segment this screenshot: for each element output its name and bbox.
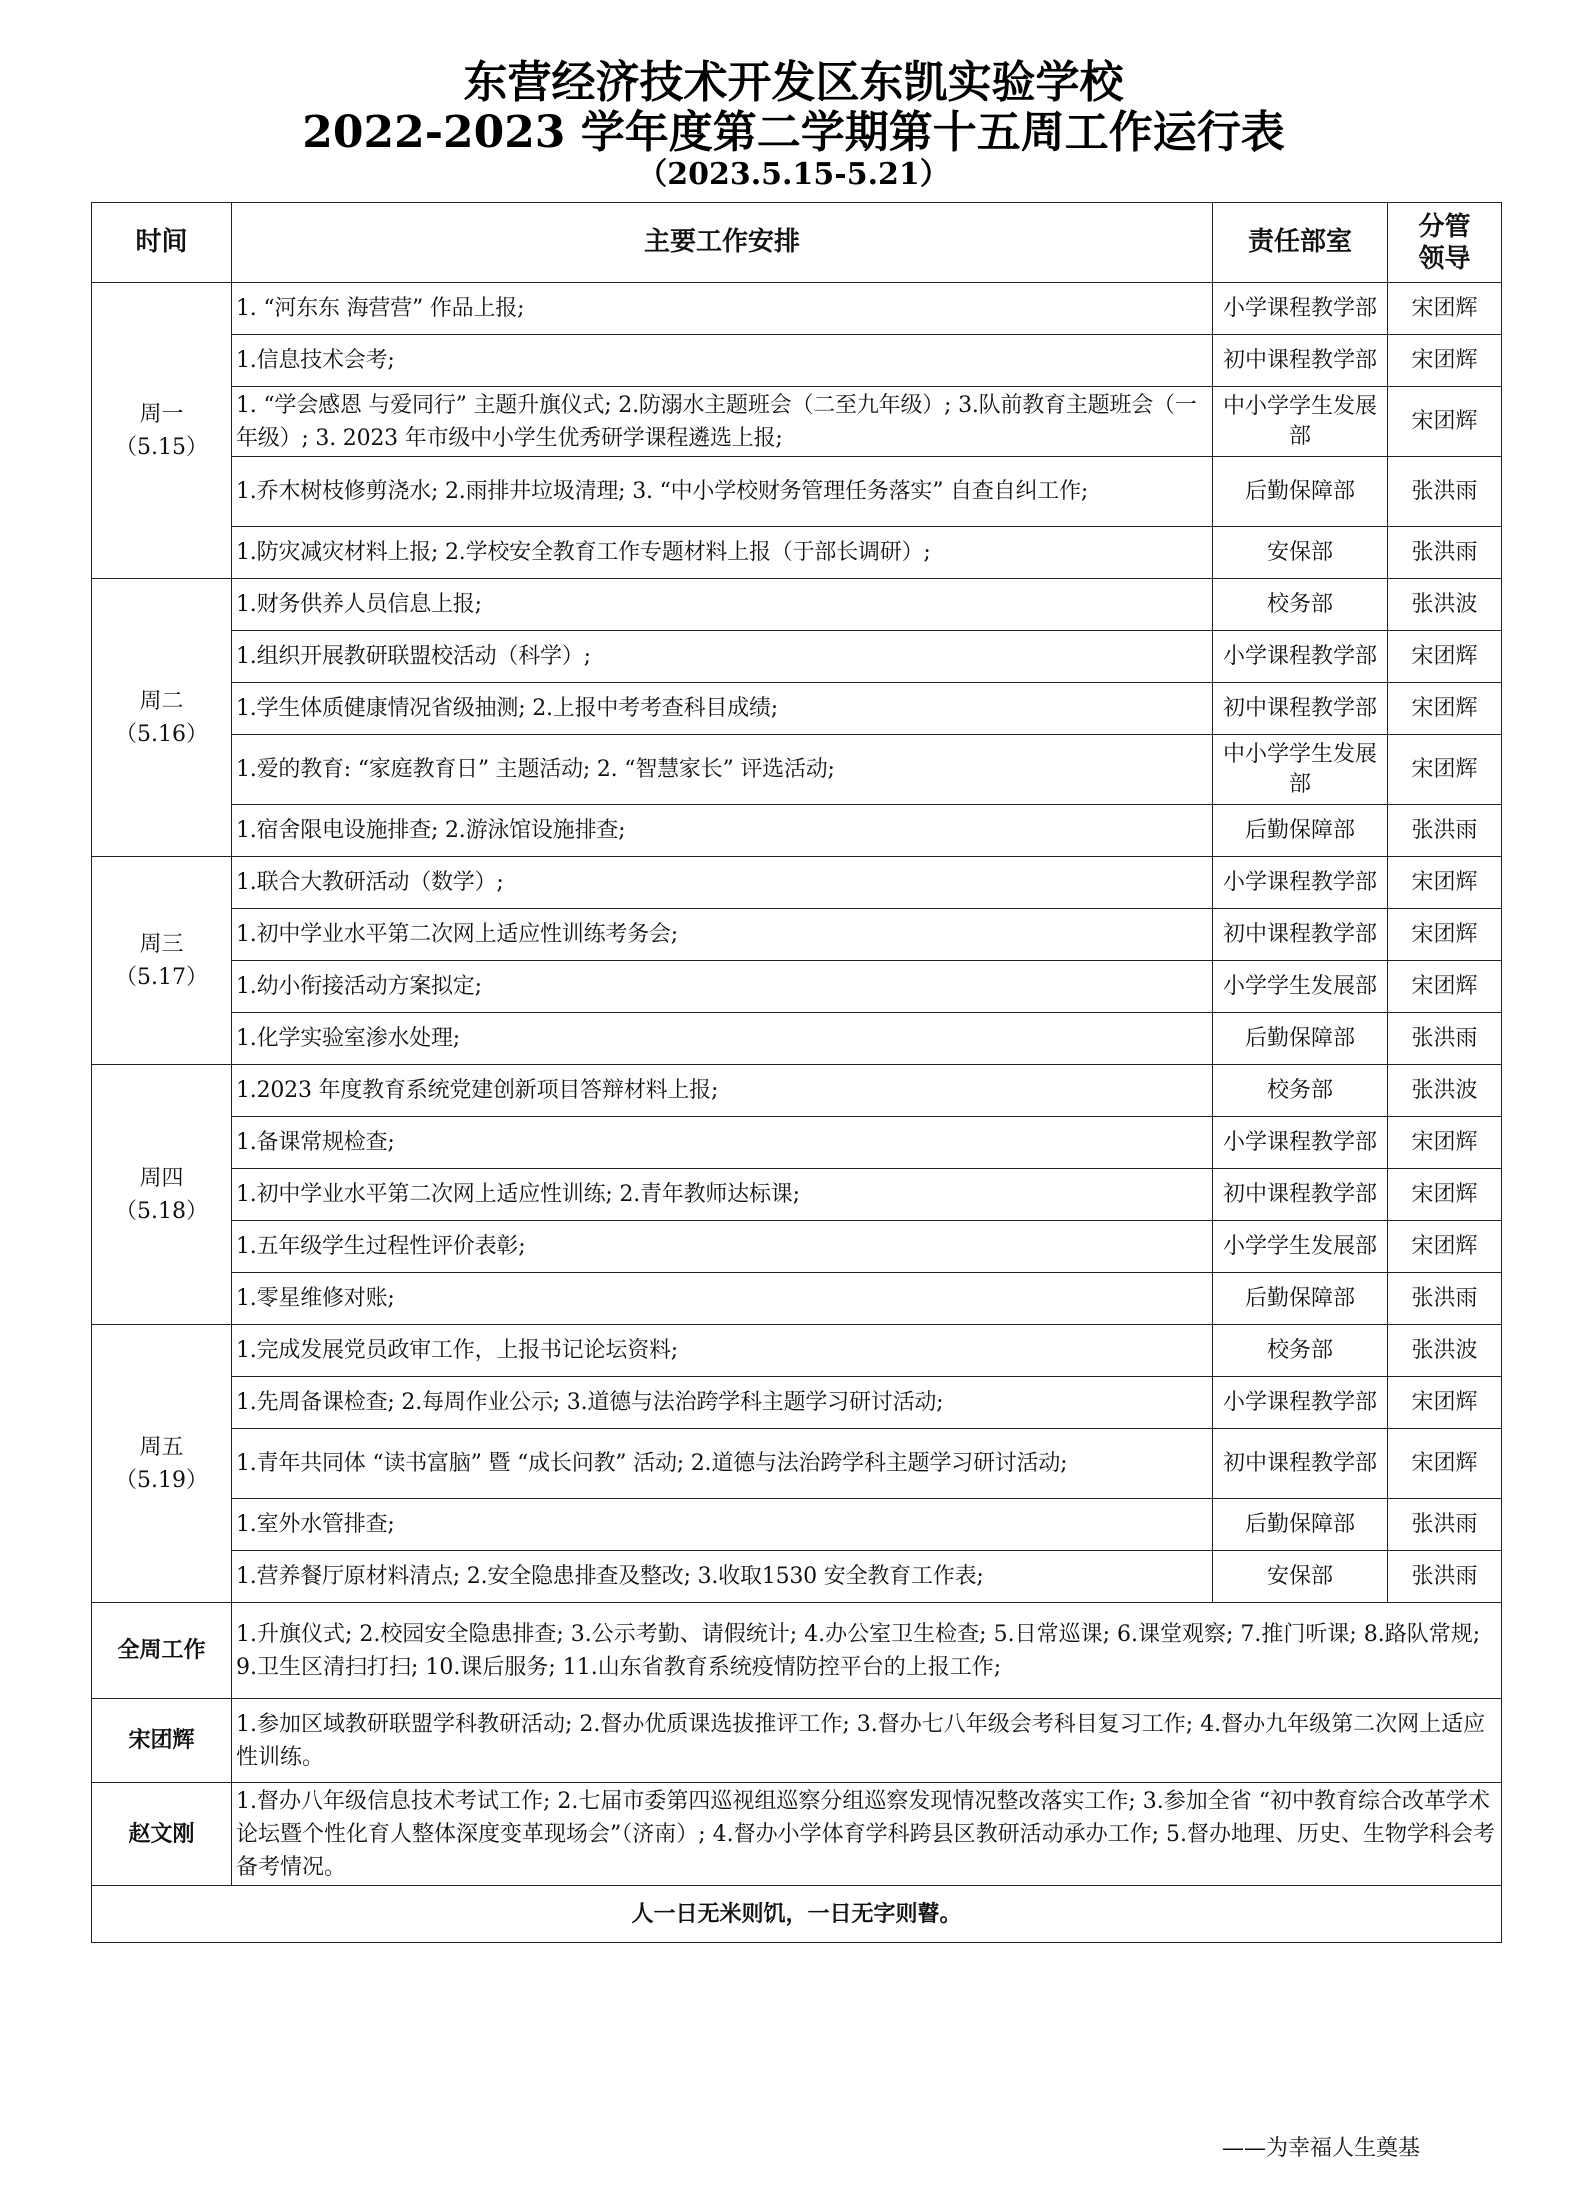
dept-cell: 后勤保障部 (1213, 1013, 1388, 1065)
dept-cell: 中小学学生发展部 (1213, 735, 1388, 805)
lead-cell: 宋团辉 (1388, 335, 1502, 387)
lead-cell: 宋团辉 (1388, 1429, 1502, 1499)
lead-cell: 宋团辉 (1388, 1377, 1502, 1429)
table-row (92, 1221, 1502, 1273)
day-date: （5.18） (115, 1198, 208, 1224)
leader1-row (92, 1699, 1502, 1783)
lead-cell: 张洪雨 (1388, 1551, 1502, 1603)
leader1-text: 1.参加区域教研联盟学科教研活动; 2.督办优质课选拔推评工作; 3.督办七八年级会考科目复习工作; 4.督办九年级第二次网上适应性训练。 (232, 1699, 1502, 1783)
dept-cell: 后勤保障部 (1213, 1273, 1388, 1325)
day-cell (92, 1065, 232, 1325)
task-cell: 1.完成发展党员政审工作，上报书记论坛资料; (232, 1325, 1213, 1377)
week-work-row (92, 1603, 1502, 1699)
task-cell: 1.幼小衔接活动方案拟定; (232, 961, 1213, 1013)
lead-cell: 张洪雨 (1388, 1499, 1502, 1551)
table-row (92, 527, 1502, 579)
task-cell: 1.营养餐厅原材料清点; 2.安全隐患排查及整改; 3.收取1530 安全教育工作表; (232, 1551, 1213, 1603)
table-row (92, 387, 1502, 457)
header-lead-line1: 分管 (1418, 211, 1471, 242)
header-lead-line2: 领导 (1418, 243, 1471, 274)
lead-cell: 宋团辉 (1388, 631, 1502, 683)
task-cell: 1.防灾减灾材料上报; 2.学校安全教育工作专题材料上报（于部长调研）; (232, 527, 1213, 579)
lead-cell: 张洪波 (1388, 579, 1502, 631)
table-header-row (92, 203, 1502, 283)
motto: 人一日无米则饥，一日无字则瞽。 (92, 1886, 1502, 1943)
day-cell (92, 579, 232, 857)
table-row (92, 1551, 1502, 1603)
lead-cell: 宋团辉 (1388, 387, 1502, 457)
header-task: 主要工作安排 (232, 203, 1213, 283)
task-cell: 1.联合大教研活动（数学）; (232, 857, 1213, 909)
lead-cell: 张洪雨 (1388, 1273, 1502, 1325)
dept-cell: 小学课程教学部 (1213, 1377, 1388, 1429)
task-cell: 1.初中学业水平第二次网上适应性训练考务会; (232, 909, 1213, 961)
task-cell: 1.先周备课检查; 2.每周作业公示; 3.道德与法治跨学科主题学习研讨活动; (232, 1377, 1213, 1429)
header-time: 时间 (92, 203, 232, 283)
task-cell: 1.2023 年度教育系统党建创新项目答辩材料上报; (232, 1065, 1213, 1117)
table-row (92, 1429, 1502, 1499)
lead-cell: 宋团辉 (1388, 735, 1502, 805)
week-work-text: 1.升旗仪式; 2.校园安全隐患排查; 3.公示考勤、请假统计; 4.办公室卫生检查; 5.日常巡课; 6.课堂观察; 7.推门听课; 8.路队常规; 9.卫生区清扫打扫; 10.课后服务; 11.山东省教育系统疫情防控平台的上报工作; (232, 1603, 1502, 1699)
task-cell: 1.备课常规检查; (232, 1117, 1213, 1169)
day-date: （5.17） (115, 964, 208, 990)
task-cell: 1.财务供养人员信息上报; (232, 579, 1213, 631)
dept-cell: 初中课程教学部 (1213, 1169, 1388, 1221)
table-row (92, 1013, 1502, 1065)
dept-cell: 小学学生发展部 (1213, 961, 1388, 1013)
task-cell: 1.信息技术会考; (232, 335, 1213, 387)
footer-slogan: ——为幸福人生奠基 (1222, 2136, 1421, 2161)
table-row (92, 1377, 1502, 1429)
task-cell: 1.组织开展教研联盟校活动（科学）; (232, 631, 1213, 683)
day-cell (92, 283, 232, 579)
leader2-row (92, 1783, 1502, 1886)
dept-cell: 初中课程教学部 (1213, 335, 1388, 387)
table-row (92, 1499, 1502, 1551)
week-work-label: 全周工作 (92, 1603, 232, 1699)
lead-cell: 宋团辉 (1388, 283, 1502, 335)
task-cell: 1. “学会感恩 与爱同行” 主题升旗仪式; 2.防溺水主题班会（二至九年级）; 3.队前教育主题班会（一年级）; 3. 2023 年市级中小学生优秀研学课程遴选上报; (232, 387, 1213, 457)
dept-cell: 校务部 (1213, 579, 1388, 631)
lead-cell: 宋团辉 (1388, 683, 1502, 735)
task-cell: 1.宿舍限电设施排查; 2.游泳馆设施排查; (232, 805, 1213, 857)
lead-cell: 宋团辉 (1388, 1221, 1502, 1273)
dept-cell: 后勤保障部 (1213, 457, 1388, 527)
day-name: 周二 (139, 688, 184, 714)
table-row (92, 335, 1502, 387)
day-cell (92, 1325, 232, 1603)
date-range: （2023.5.15-5.21） (637, 157, 950, 192)
day-date: （5.15） (115, 434, 208, 460)
day-name: 周三 (139, 931, 184, 957)
day-cell (92, 857, 232, 1065)
dept-cell: 初中课程教学部 (1213, 683, 1388, 735)
dept-cell: 小学课程教学部 (1213, 857, 1388, 909)
task-cell: 1.化学实验室渗水处理; (232, 1013, 1213, 1065)
table-row (92, 961, 1502, 1013)
task-cell: 1.初中学业水平第二次网上适应性训练; 2.青年教师达标课; (232, 1169, 1213, 1221)
dept-cell: 小学课程教学部 (1213, 1117, 1388, 1169)
schedule-body (92, 283, 1502, 1603)
lead-cell: 张洪雨 (1388, 527, 1502, 579)
table-row (92, 1273, 1502, 1325)
header-dept: 责任部室 (1213, 203, 1388, 283)
table-row (92, 631, 1502, 683)
lead-cell: 宋团辉 (1388, 1117, 1502, 1169)
lead-cell: 宋团辉 (1388, 909, 1502, 961)
leader2-label: 赵文刚 (92, 1783, 232, 1886)
dept-cell: 校务部 (1213, 1065, 1388, 1117)
lead-cell: 张洪雨 (1388, 805, 1502, 857)
table-row (92, 283, 1502, 335)
table-row (92, 735, 1502, 805)
lead-cell: 张洪波 (1388, 1065, 1502, 1117)
table-row (92, 1169, 1502, 1221)
table-row (92, 683, 1502, 735)
table-row (92, 857, 1502, 909)
table-row (92, 805, 1502, 857)
day-name: 周四 (139, 1165, 184, 1191)
motto-row (92, 1886, 1502, 1943)
dept-cell: 安保部 (1213, 527, 1388, 579)
task-cell: 1.爱的教育: “家庭教育日” 主题活动; 2. “智慧家长” 评选活动; (232, 735, 1213, 805)
table-row (92, 1065, 1502, 1117)
day-name: 周一 (139, 401, 184, 427)
dept-cell: 小学学生发展部 (1213, 1221, 1388, 1273)
leader2-text: 1.督办八年级信息技术考试工作; 2.七届市委第四巡视组巡察分组巡察发现情况整改落实工作; 3.参加全省 “初中教育综合改革学术论坛暨个性化育人整体深度变革现场会”（济南）; 4.督办小学体育学科跨县区教研活动承办工作; 5.督办地理、历史、生物学科会考备考情况。 (232, 1783, 1502, 1886)
table-row (92, 1325, 1502, 1377)
task-cell: 1.零星维修对账; (232, 1273, 1213, 1325)
school-name: 东营经济技术开发区东凯实验学校 (463, 57, 1124, 108)
lead-cell: 宋团辉 (1388, 857, 1502, 909)
table-row (92, 457, 1502, 527)
task-cell: 1.五年级学生过程性评价表彰; (232, 1221, 1213, 1273)
leader1-label: 宋团辉 (92, 1699, 232, 1783)
dept-cell: 后勤保障部 (1213, 1499, 1388, 1551)
task-cell: 1. “河东东 海营营” 作品上报; (232, 283, 1213, 335)
task-cell: 1.室外水管排查; (232, 1499, 1213, 1551)
table-row (92, 1117, 1502, 1169)
dept-cell: 安保部 (1213, 1551, 1388, 1603)
dept-cell: 后勤保障部 (1213, 805, 1388, 857)
document-title: 2022-2023 学年度第二学期第十五周工作运行表 (302, 107, 1285, 158)
day-date: （5.16） (115, 721, 208, 747)
dept-cell: 校务部 (1213, 1325, 1388, 1377)
lead-cell: 张洪雨 (1388, 457, 1502, 527)
schedule-table (91, 202, 1502, 1943)
lead-cell: 宋团辉 (1388, 961, 1502, 1013)
task-cell: 1.乔木树枝修剪浇水; 2.雨排井垃圾清理; 3. “中小学校财务管理任务落实” 自查自纠工作; (232, 457, 1213, 527)
task-cell: 1.青年共同体 “读书富脑” 暨 “成长问教” 活动; 2.道德与法治跨学科主题学习研讨活动; (232, 1429, 1213, 1499)
header-lead (1388, 203, 1502, 283)
lead-cell: 宋团辉 (1388, 1169, 1502, 1221)
table-row (92, 909, 1502, 961)
table-row (92, 579, 1502, 631)
day-name: 周五 (139, 1434, 184, 1460)
task-cell: 1.学生体质健康情况省级抽测; 2.上报中考考查科目成绩; (232, 683, 1213, 735)
dept-cell: 中小学学生发展部 (1213, 387, 1388, 457)
dept-cell: 初中课程教学部 (1213, 909, 1388, 961)
dept-cell: 初中课程教学部 (1213, 1429, 1388, 1499)
lead-cell: 张洪波 (1388, 1325, 1502, 1377)
lead-cell: 张洪雨 (1388, 1013, 1502, 1065)
dept-cell: 小学课程教学部 (1213, 631, 1388, 683)
dept-cell: 小学课程教学部 (1213, 283, 1388, 335)
day-date: （5.19） (115, 1467, 208, 1493)
